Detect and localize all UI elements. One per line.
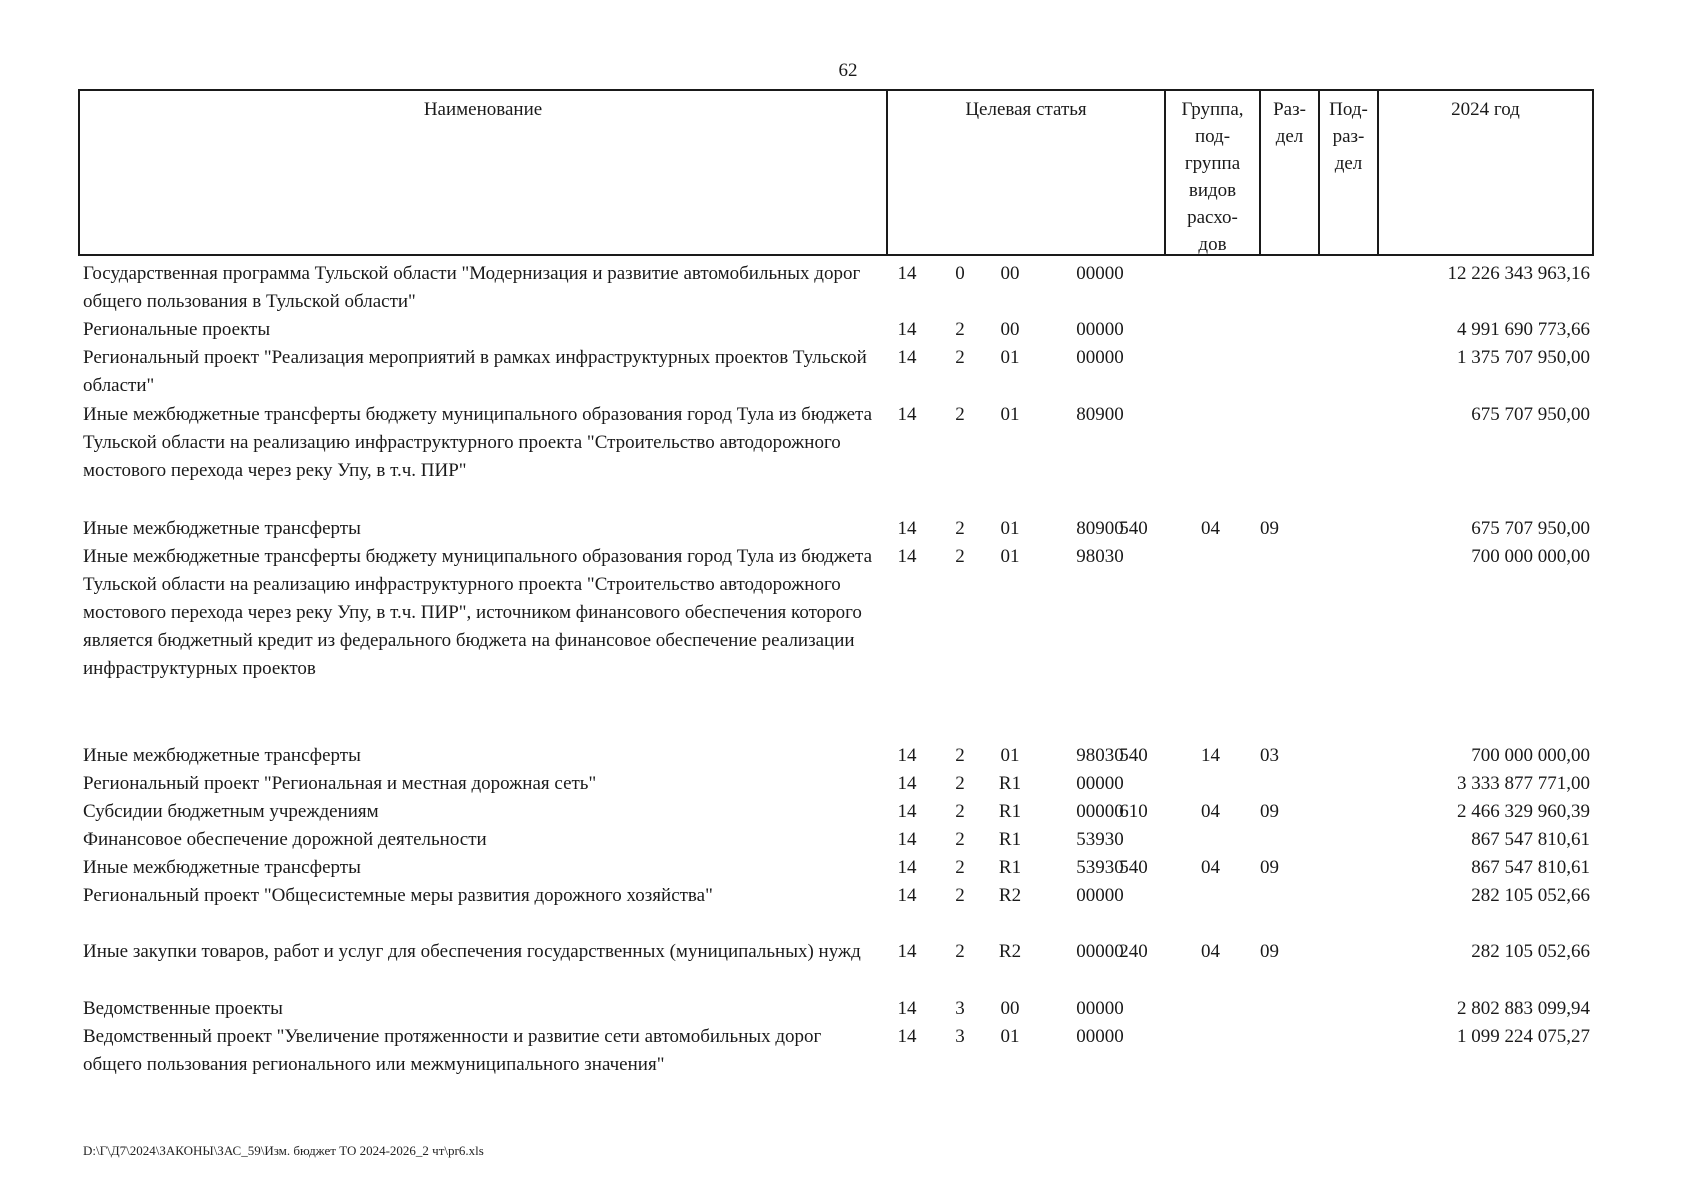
amount-2024: 700 000 000,00 <box>1471 745 1590 766</box>
code-subprogram: 2 <box>955 857 965 878</box>
header-section-line: дел <box>1275 126 1304 147</box>
code-project: R1 <box>998 773 1022 794</box>
header-group-line: видов <box>1188 180 1237 201</box>
expense-group: 540 <box>1119 857 1148 878</box>
code-project: R1 <box>998 829 1022 850</box>
code-subprogram: 2 <box>955 745 965 766</box>
code-project: 01 <box>1000 404 1020 425</box>
code-direction: 00000 <box>1076 347 1124 368</box>
header-group-line: группа <box>1184 153 1241 174</box>
code-direction: 00000 <box>1076 941 1124 962</box>
code-program: 14 <box>897 404 917 425</box>
header-subsection-line: раз- <box>1332 126 1365 147</box>
row-name: Ведомственные проекты <box>83 998 283 1019</box>
code-subprogram: 2 <box>955 801 965 822</box>
code-program: 14 <box>897 801 917 822</box>
code-direction: 98030 <box>1076 546 1124 567</box>
header-subsection <box>1318 91 1377 254</box>
amount-2024: 4 991 690 773,66 <box>1457 319 1590 340</box>
code-project: 00 <box>1000 319 1020 340</box>
code-direction: 00000 <box>1076 885 1124 906</box>
code-project: R2 <box>998 885 1022 906</box>
expense-group: 240 <box>1119 941 1148 962</box>
header-year-label: 2024 год <box>1451 99 1520 120</box>
row-name: Региональный проект "Региональная и местная дорожная сеть" <box>83 773 597 794</box>
expense-group: 540 <box>1119 745 1148 766</box>
header-subsection-line: Под- <box>1329 99 1368 120</box>
code-program: 14 <box>897 773 917 794</box>
row-name: Субсидии бюджетным учреждениям <box>83 801 379 822</box>
amount-2024: 1 375 707 950,00 <box>1457 347 1590 368</box>
code-direction: 53930 <box>1076 857 1124 878</box>
code-project: 00 <box>1000 998 1020 1019</box>
code-direction: 00000 <box>1076 801 1124 822</box>
section-code: 04 <box>1201 941 1220 962</box>
header-group-line: Группа, <box>1181 99 1244 120</box>
header-group-line: дов <box>1198 234 1227 255</box>
code-direction: 00000 <box>1076 1026 1124 1047</box>
amount-2024: 867 547 810,61 <box>1471 857 1590 878</box>
code-program: 14 <box>897 347 917 368</box>
row-name: Иные межбюджетные трансферты <box>83 857 361 878</box>
code-program: 14 <box>897 998 917 1019</box>
header-target <box>886 91 1164 254</box>
page-number: 62 <box>838 60 858 81</box>
subsection-code: 09 <box>1260 857 1279 878</box>
code-subprogram: 3 <box>955 1026 965 1047</box>
code-program: 14 <box>897 319 917 340</box>
row-name: Региональный проект "Реализация мероприятий в рамках инфраструктурных проектов Тульской области" <box>83 347 867 396</box>
section-code: 14 <box>1201 745 1220 766</box>
code-subprogram: 2 <box>955 518 965 539</box>
code-program: 14 <box>897 745 917 766</box>
header-name <box>80 91 886 254</box>
code-direction: 98030 <box>1076 745 1124 766</box>
code-project: R1 <box>998 857 1022 878</box>
code-program: 14 <box>897 518 917 539</box>
row-name: Иные межбюджетные трансферты <box>83 745 361 766</box>
code-project: R1 <box>998 801 1022 822</box>
code-project: 01 <box>1000 518 1020 539</box>
code-program: 14 <box>897 857 917 878</box>
header-section <box>1259 91 1318 254</box>
header-name-label: Наименование <box>423 99 543 120</box>
code-direction: 80900 <box>1076 518 1124 539</box>
code-direction: 00000 <box>1076 263 1124 284</box>
code-direction: 00000 <box>1076 319 1124 340</box>
code-program: 14 <box>897 941 917 962</box>
code-subprogram: 2 <box>955 885 965 906</box>
code-project: 01 <box>1000 546 1020 567</box>
code-direction: 53930 <box>1076 829 1124 850</box>
code-program: 14 <box>897 829 917 850</box>
code-project: 01 <box>1000 745 1020 766</box>
header-year <box>1377 91 1592 254</box>
header-target-label: Целевая статья <box>965 99 1087 120</box>
row-name: Иные межбюджетные трансферты <box>83 518 361 539</box>
row-name: Финансовое обеспечение дорожной деятельности <box>83 829 487 850</box>
code-subprogram: 3 <box>955 998 965 1019</box>
section-code: 04 <box>1201 801 1220 822</box>
header-group-line: расхо- <box>1187 207 1238 228</box>
code-subprogram: 2 <box>955 546 965 567</box>
code-subprogram: 2 <box>955 941 965 962</box>
code-subprogram: 2 <box>955 347 965 368</box>
code-subprogram: 2 <box>955 773 965 794</box>
code-subprogram: 2 <box>955 404 965 425</box>
code-project: 00 <box>1000 263 1020 284</box>
row-name: Иные межбюджетные трансферты бюджету муниципального образования город Тула из бюджета Тульской области на реализацию инфраструктурного проекта "Строительство автодорожного мостового перехода через реку Упу, в т.ч. ПИР" <box>83 404 873 481</box>
section-code: 04 <box>1201 857 1220 878</box>
table-header <box>78 89 1594 256</box>
subsection-code: 09 <box>1260 801 1279 822</box>
file-path-footer: D:\Г\Д7\2024\ЗАКОНЫ\ЗАС_59\Изм. бюджет ТО 2024-2026_2 чт\pr6.xls <box>83 1143 484 1158</box>
amount-2024: 867 547 810,61 <box>1471 829 1590 850</box>
row-name: Иные закупки товаров, работ и услуг для обеспечения государственных (муниципальных) нужд <box>83 941 861 962</box>
row-name: Региональный проект "Общесистемные меры развития дорожного хозяйства" <box>83 885 713 906</box>
code-program: 14 <box>897 1026 917 1047</box>
subsection-code: 09 <box>1260 518 1279 539</box>
amount-2024: 282 105 052,66 <box>1471 941 1590 962</box>
expense-group: 540 <box>1119 518 1148 539</box>
row-name: Ведомственный проект "Увеличение протяженности и развитие сети автомобильных дорог общего пользования регионального или межмуниципального значения" <box>83 1026 822 1075</box>
row-name: Иные межбюджетные трансферты бюджету муниципального образования город Тула из бюджета Тульской области на реализацию инфраструктурного проекта "Строительство автодорожного мостового перехода через реку Упу, в т.ч. ПИР", источником финансового обеспечения которого является бюджетный кредит из федерального бюджета на финансовое обеспечение реализации инфраструктурных проектов <box>83 546 873 679</box>
amount-2024: 2 802 883 099,94 <box>1457 998 1590 1019</box>
subsection-code: 09 <box>1260 941 1279 962</box>
amount-2024: 282 105 052,66 <box>1471 885 1590 906</box>
code-direction: 80900 <box>1076 404 1124 425</box>
code-program: 14 <box>897 263 917 284</box>
amount-2024: 675 707 950,00 <box>1471 404 1590 425</box>
header-section-line: Раз- <box>1273 99 1306 120</box>
code-program: 14 <box>897 885 917 906</box>
subsection-code: 03 <box>1260 745 1279 766</box>
section-code: 04 <box>1201 518 1220 539</box>
header-subsection-line: дел <box>1334 153 1363 174</box>
amount-2024: 12 226 343 963,16 <box>1447 263 1590 284</box>
code-subprogram: 2 <box>955 319 965 340</box>
row-name: Государственная программа Тульской области "Модернизация и развитие автомобильных дорог общего пользования в Тульской области" <box>83 263 861 312</box>
header-group <box>1164 91 1259 254</box>
code-subprogram: 0 <box>955 263 965 284</box>
code-project: 01 <box>1000 1026 1020 1047</box>
amount-2024: 1 099 224 075,27 <box>1457 1026 1590 1047</box>
row-name: Региональные проекты <box>83 319 271 340</box>
amount-2024: 675 707 950,00 <box>1471 518 1590 539</box>
code-program: 14 <box>897 546 917 567</box>
amount-2024: 700 000 000,00 <box>1471 546 1590 567</box>
code-direction: 00000 <box>1076 998 1124 1019</box>
code-project: 01 <box>1000 347 1020 368</box>
code-project: R2 <box>998 941 1022 962</box>
header-group-line: под- <box>1194 126 1231 147</box>
code-subprogram: 2 <box>955 829 965 850</box>
amount-2024: 2 466 329 960,39 <box>1457 801 1590 822</box>
code-direction: 00000 <box>1076 773 1124 794</box>
expense-group: 610 <box>1119 801 1148 822</box>
amount-2024: 3 333 877 771,00 <box>1457 773 1590 794</box>
